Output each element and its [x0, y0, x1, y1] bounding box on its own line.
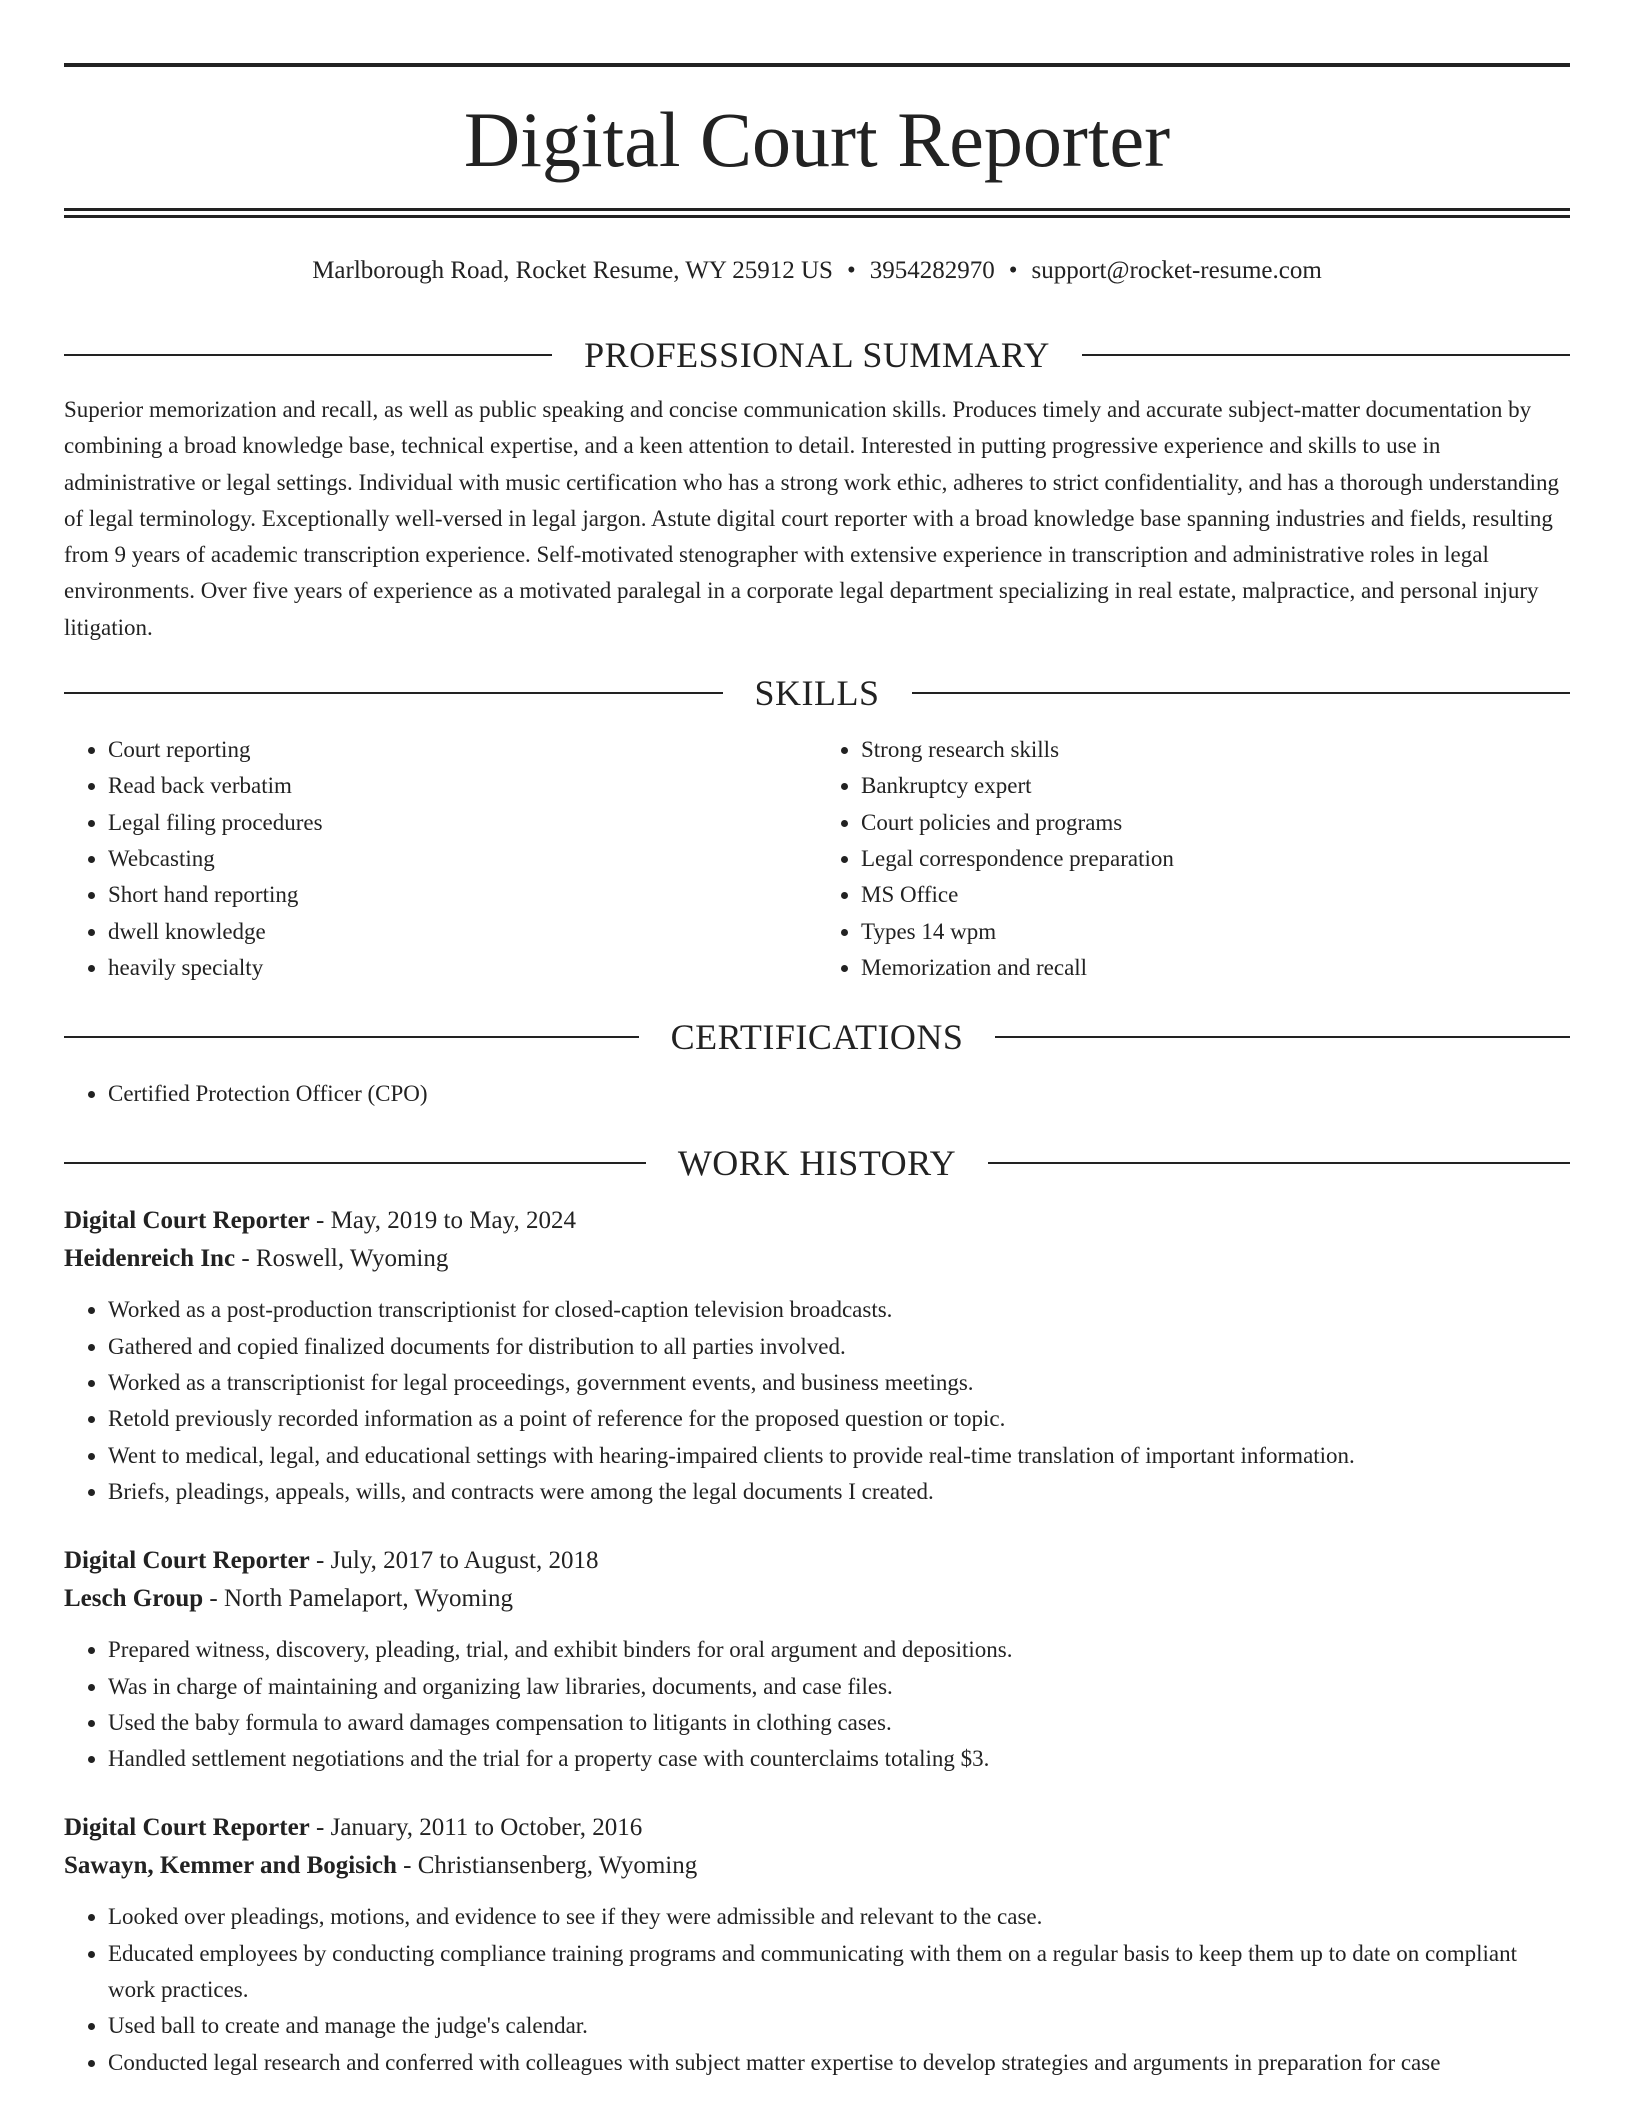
- job-entry: [64, 1809, 1570, 2080]
- job-company: Lesch Group: [64, 1585, 204, 1613]
- job-bullet: • Was in charge of maintaining and organizing law libraries, documents, and case files.: [108, 1669, 1570, 1705]
- contact-address: Marlborough Road, Rocket Resume, WY 25912 US: [312, 257, 833, 284]
- skill-item: • Read back verbatim: [108, 768, 817, 804]
- job-bullet: • Looked over pleadings, motions, and evidence to see if they were admissible and relevant to the case.: [108, 1899, 1570, 1935]
- job-title: Digital Court Reporter: [64, 1814, 310, 1842]
- skill-item: • Court policies and programs: [861, 805, 1570, 841]
- job-bullet: • Worked as a transcriptionist for legal proceedings, government events, and business meetings.: [108, 1365, 1570, 1401]
- job-bullets: [64, 1292, 1570, 1510]
- job-location: - Roswell, Wyoming: [235, 1245, 449, 1273]
- job-company-line: [64, 1240, 1570, 1278]
- skills-list-right: [817, 732, 1570, 986]
- job-company: Heidenreich Inc: [64, 1245, 236, 1273]
- job-company-line: [64, 1847, 1570, 1885]
- job-bullet: • Worked as a post-production transcriptionist for closed-caption television broadcasts.: [108, 1292, 1570, 1328]
- job-title: Digital Court Reporter: [64, 1207, 310, 1235]
- job-title-line: [64, 1542, 1570, 1580]
- job-bullet: • Conducted legal research and conferred with colleagues with subject matter expertise to develop strategies and arguments in preparation for case: [108, 2045, 1570, 2081]
- work-title: WORK HISTORY: [677, 1143, 957, 1184]
- skill-item: • Bankruptcy expert: [861, 768, 1570, 804]
- contact-email: support@rocket-resume.com: [1031, 257, 1322, 284]
- job-bullets: [64, 1632, 1570, 1777]
- skill-item: • Memorization and recall: [861, 950, 1570, 986]
- job-company: Sawayn, Kemmer and Bogisich: [64, 1852, 397, 1880]
- skills-columns: [64, 732, 1570, 986]
- job-bullet: • Retold previously recorded information as a point of reference for the proposed question or topic.: [108, 1401, 1570, 1437]
- resume-content: [64, 330, 1570, 2081]
- heading-rule: [64, 1162, 646, 1164]
- job-bullet: • Briefs, pleadings, appeals, wills, and contracts were among the legal documents I created.: [108, 1474, 1570, 1510]
- certification-item: • Certified Protection Officer (CPO): [108, 1076, 1570, 1112]
- summary-title: PROFESSIONAL SUMMARY: [584, 335, 1050, 375]
- job-entry: [64, 1542, 1570, 1777]
- job-company-line: [64, 1580, 1570, 1618]
- skill-item: • dwell knowledge: [108, 914, 817, 950]
- job-bullet: • Prepared witness, discovery, pleading, trial, and exhibit binders for oral argument and depositions.: [108, 1632, 1570, 1668]
- skill-item: • Legal filing procedures: [108, 805, 817, 841]
- title-rule-lower: [64, 215, 1570, 218]
- skill-item: • Court reporting: [108, 732, 817, 768]
- job-location: - Christiansenberg, Wyoming: [396, 1852, 698, 1880]
- skills-list-left: [64, 732, 817, 986]
- job-title-line: [64, 1202, 1570, 1240]
- certifications-heading: [64, 1012, 1570, 1062]
- skill-item: • Legal correspondence preparation: [861, 841, 1570, 877]
- job-bullet: • Went to medical, legal, and educational settings with hearing-impaired clients to provide real-time translation of important information.: [108, 1438, 1570, 1474]
- heading-rule: [912, 692, 1571, 694]
- job-location: - North Pamelaport, Wyoming: [203, 1585, 513, 1613]
- heading-rule: [64, 354, 552, 356]
- skills-title: SKILLS: [754, 673, 880, 714]
- heading-rule: [988, 1162, 1570, 1164]
- contact-separator: •: [846, 257, 856, 284]
- skill-item: • Webcasting: [108, 841, 817, 877]
- job-dates: - January, 2011 to October, 2016: [309, 1814, 643, 1842]
- heading-rule: [995, 1036, 1570, 1038]
- skill-item: • MS Office: [861, 877, 1570, 913]
- resume-title: Digital Court Reporter: [463, 96, 1171, 183]
- skill-item: • Short hand reporting: [108, 877, 817, 913]
- job-bullet: • Used the baby formula to award damages compensation to litigants in clothing cases.: [108, 1705, 1570, 1741]
- skills-heading: [64, 668, 1570, 718]
- job-entry: [64, 1202, 1570, 1510]
- job-bullet: • Handled settlement negotiations and the trial for a property case with counterclaims totaling $3.: [108, 1741, 1570, 1777]
- job-bullet: • Gathered and copied finalized documents for distribution to all parties involved.: [108, 1329, 1570, 1365]
- contact-phone: 3954282970: [869, 257, 995, 284]
- skill-item: • Strong research skills: [861, 732, 1570, 768]
- summary-heading: [64, 330, 1570, 380]
- heading-rule: [1082, 354, 1570, 356]
- skill-item: • Types 14 wpm: [861, 914, 1570, 950]
- job-bullet: • Used ball to create and manage the judge's calendar.: [108, 2008, 1570, 2044]
- contact-line: [64, 254, 1570, 288]
- title-rule-upper: [64, 208, 1570, 211]
- top-rule: [64, 63, 1570, 67]
- heading-rule: [64, 1036, 639, 1038]
- job-title-line: [64, 1809, 1570, 1847]
- job-dates: - July, 2017 to August, 2018: [309, 1547, 599, 1575]
- summary-text: Superior memorization and recall, as well as public speaking and concise communication skills. Produces timely and accurate subject-matter documentation by combining a broad knowledge base, technical expertise, and a keen attention to detail. Interested in putting progressive experience and skills to use in administrative or legal settings. Individual with music certification who has a strong work ethic, adheres to strict confidentiality, and has a thorough understanding of legal terminology. Exceptionally well-versed in legal jargon. Astute digital court reporter with a broad knowledge base spanning industries and fields, resulting from 9 years of academic transcription experience. Self-motivated stenographer with extensive experience in transcription and administrative roles in legal environments. Over five years of experience as a motivated paralegal in a corporate legal department specializing in real estate, malpractice, and personal injury litigation.: [64, 397, 1560, 640]
- heading-rule: [64, 692, 723, 694]
- certifications-list: [64, 1076, 1570, 1112]
- job-dates: - May, 2019 to May, 2024: [309, 1207, 576, 1235]
- job-title: Digital Court Reporter: [64, 1547, 310, 1575]
- job-bullets: [64, 1899, 1570, 2080]
- skill-item: • heavily specialty: [108, 950, 817, 986]
- work-heading: [64, 1138, 1570, 1188]
- job-bullet: • Educated employees by conducting compliance training programs and communicating with them on a regular basis to keep them up to date on compliant work practices.: [108, 1936, 1570, 2009]
- contact-separator: •: [1008, 257, 1018, 284]
- certifications-title: CERTIFICATIONS: [670, 1017, 964, 1058]
